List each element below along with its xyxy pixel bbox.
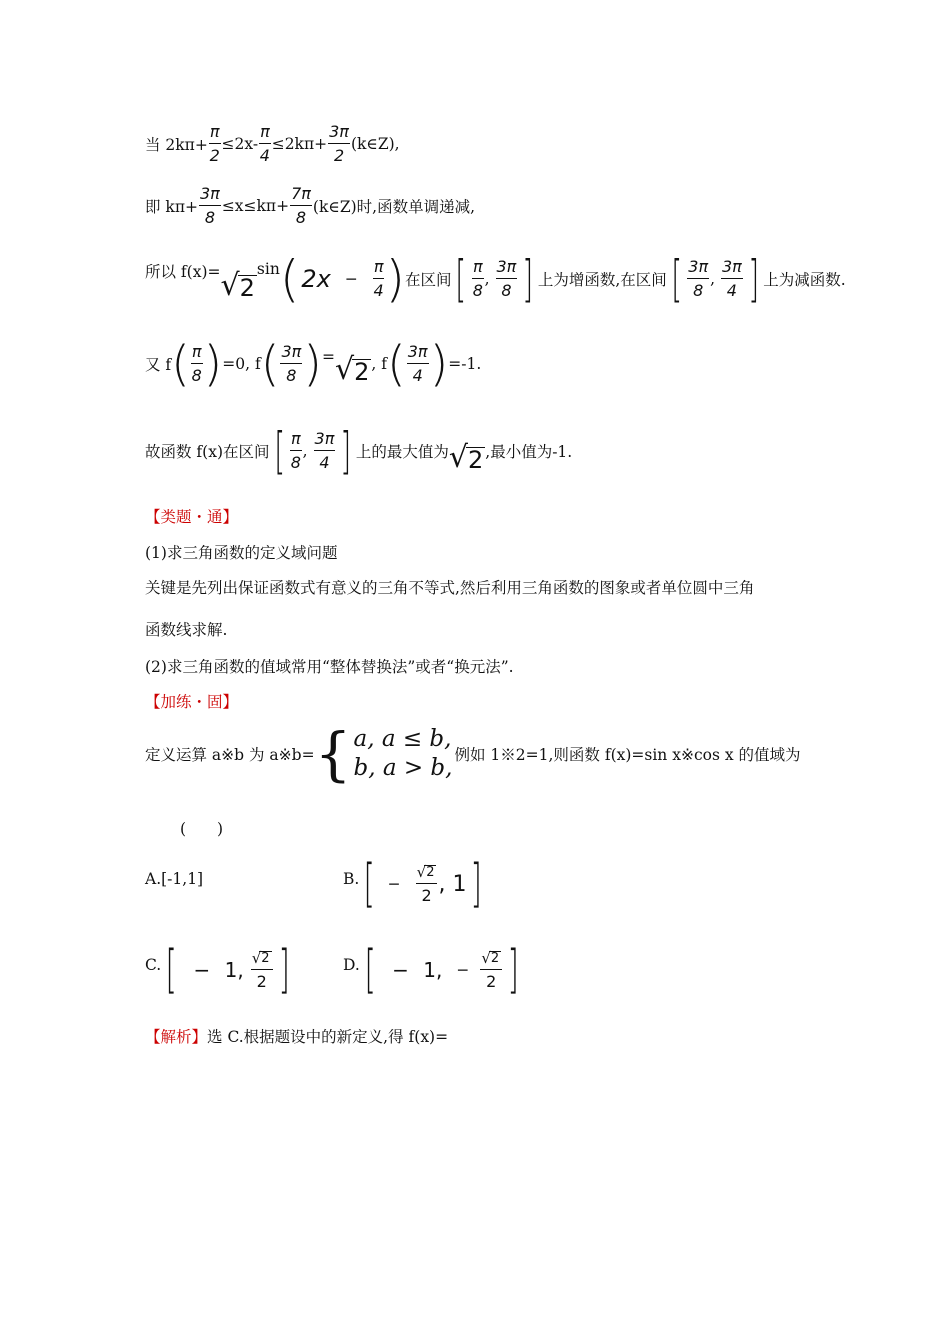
right-paren: ) [429, 336, 449, 392]
fraction [687, 259, 709, 299]
numerator: π [209, 124, 221, 144]
numerator: 3π [199, 186, 221, 206]
numerator: 3π [328, 124, 350, 144]
fraction [314, 431, 336, 471]
text: 当 2kπ+ [145, 136, 208, 154]
text: =-1. [448, 355, 482, 373]
numerator: π [259, 124, 271, 144]
fraction: √ 2 2 [416, 864, 438, 904]
denominator: 2 [256, 972, 267, 991]
right-bracket: ] [471, 854, 483, 914]
sqrt-expression: √ 2 [220, 268, 255, 303]
left-paren: ( [260, 336, 280, 392]
radicand: 2 [490, 951, 500, 967]
denominator: 8 [501, 281, 512, 300]
fraction [199, 186, 221, 226]
option-label: D. [343, 956, 360, 974]
left-bracket: [ [455, 250, 467, 308]
numerator: π [472, 259, 484, 279]
section-tag-practice: 【加练・固】 [145, 693, 239, 711]
option-text: [-1,1] [161, 870, 204, 888]
left-bracket: [ [165, 940, 177, 1000]
denominator: 4 [373, 281, 384, 300]
minus-sign: − [456, 961, 470, 979]
denominator: 4 [726, 281, 737, 300]
denominator: 2 [421, 886, 432, 905]
values-line [145, 336, 482, 392]
denominator: 8 [204, 208, 215, 227]
question-stem [145, 720, 801, 788]
minus-sign: − [387, 875, 401, 893]
left-bracket: [ [363, 854, 376, 914]
numerator: 3π [280, 344, 302, 364]
right-paren: ) [385, 250, 405, 308]
numerator: 7π [290, 186, 312, 206]
denominator: 4 [412, 366, 423, 385]
denominator: 8 [191, 366, 202, 385]
fraction [259, 124, 271, 164]
radicand: 2 [426, 865, 435, 881]
paragraph: (2)求三角函数的值域常用“整体替换法”或者“换元法”. [145, 658, 514, 676]
case-row-1: a, a ≤ b, [353, 726, 452, 753]
left-bracket: [ [364, 940, 376, 1000]
numerator: 3π [687, 259, 709, 279]
function-line: 所以 f(x)= √ 2 sin ( 2x − $\frac{\pi}{4}$ ) 在区间 [ $\frac{\pi}{8}$ , $\frac{3\pi}{8}$ ] 上为增函数,在区间 [ $\frac{3\pi}{8}$ , $\frac{3\pi}{4}$ ] 上为减函数. [145, 250, 846, 308]
right-paren: ) [203, 336, 223, 392]
piecewise-definition [314, 720, 453, 788]
sqrt-expression: √ 2 [448, 440, 484, 475]
denominator: 8 [472, 281, 483, 300]
text: 上为减函数. [763, 271, 846, 289]
section-tag-summary: 【类题・通】 [145, 508, 239, 526]
text: ≤2kπ+ [271, 135, 328, 153]
fraction: √ 2 2 [480, 950, 502, 990]
fraction [373, 259, 385, 299]
fraction [328, 124, 350, 164]
radicand: 2 [467, 445, 484, 474]
left-bracket: [ [273, 422, 285, 480]
fraction [290, 186, 312, 226]
right-bracket: ] [748, 250, 759, 308]
numerator: 3π [314, 431, 336, 451]
numerator: π [373, 259, 385, 279]
fraction: √ 2 2 [251, 950, 273, 990]
option-text: − 1, [392, 958, 443, 982]
section-tag-solution: 【解析】 [145, 1028, 208, 1046]
denominator: 8 [290, 453, 301, 472]
solution-text: 选 C.根据题设中的新定义,得 f(x)= [207, 1028, 449, 1046]
fraction [290, 431, 302, 471]
numerator: 3π [721, 259, 743, 279]
right-bracket: ] [522, 250, 534, 308]
text: 例如 1※2=1,则函数 f(x)=sin x※cos x 的值域为 [454, 746, 801, 764]
fraction [407, 344, 429, 384]
text: =0, f [222, 355, 261, 373]
right-bracket: ] [507, 940, 519, 1000]
paragraph: 关键是先列出保证函数式有意义的三角不等式,然后利用三角函数的图象或者单位圆中三角 [145, 579, 755, 597]
option-label: A. [145, 870, 162, 888]
text: 在区间 [404, 271, 452, 289]
sqrt-expression: √ 2 [335, 352, 370, 387]
numerator: π [290, 431, 302, 451]
solution-line [145, 1025, 448, 1047]
denominator: 4 [259, 146, 270, 165]
paragraph: (1)求三角函数的定义域问题 [145, 544, 338, 562]
left-bracket: [ [671, 250, 682, 308]
right-bracket: ] [278, 940, 290, 1000]
denominator: 4 [319, 453, 330, 472]
left-paren: ( [279, 250, 300, 308]
option-c [145, 940, 294, 1000]
denominator: 8 [295, 208, 307, 227]
radicand: 2 [239, 273, 255, 302]
fraction [721, 259, 743, 299]
argument: 2x [301, 265, 331, 293]
right-bracket: ] [340, 422, 352, 480]
text: 上为增函数,在区间 [537, 271, 667, 289]
numerator: 3π [407, 344, 429, 364]
text: (k∈Z), [350, 135, 400, 153]
fraction [496, 259, 518, 299]
paragraph: 函数线求解. [145, 621, 228, 639]
fraction [280, 344, 302, 384]
text: 上的最大值为 [355, 443, 449, 461]
denominator: 2 [333, 146, 345, 165]
option-label: C. [145, 956, 162, 974]
fraction [472, 259, 484, 299]
text: , f [371, 355, 388, 373]
sin-text: sin [256, 260, 280, 278]
right-paren: ) [303, 336, 323, 392]
option-b [343, 854, 487, 914]
text: 又 f [145, 356, 172, 374]
denominator: 8 [693, 281, 704, 300]
text: ≤2x- [221, 135, 259, 153]
text: 故函数 f(x)在区间 [145, 443, 270, 461]
option-label: B. [343, 870, 360, 888]
option-a [145, 870, 203, 888]
left-paren: ( [171, 336, 190, 392]
minus-sign: − [344, 270, 358, 288]
text: (k∈Z)时,函数单调递减, [312, 198, 476, 216]
denominator: 2 [209, 146, 220, 165]
option-d [343, 940, 523, 1000]
case-row-2: b, a > b, [353, 755, 453, 781]
left-paren: ( [387, 336, 406, 392]
fraction [209, 124, 221, 164]
max-min-line: 故函数 f(x)在区间 [ $\frac{\pi}{8}$ , $\frac{3\pi}{4}$ ] 上的最大值为 √ 2 ,最小值为-1. [145, 422, 573, 480]
option-text: − 1, [193, 958, 244, 982]
text: 定义运算 a※b 为 a※b= [145, 746, 315, 764]
text: ,最小值为-1. [485, 443, 573, 461]
text: 所以 f(x)= [145, 263, 221, 281]
inequality-line-2 [145, 186, 475, 226]
text: = [322, 348, 336, 366]
option-text: , 1 [438, 871, 467, 897]
numerator: 3π [496, 259, 518, 279]
radicand: 2 [261, 951, 270, 967]
text: ≤x≤kπ+ [221, 197, 290, 215]
denominator: 8 [286, 366, 297, 385]
numerator: π [191, 344, 203, 364]
answer-blank: ( ) [180, 820, 224, 838]
fraction [191, 344, 203, 384]
inequality-line-1 [145, 124, 400, 164]
text: 即 kπ+ [145, 198, 198, 216]
denominator: 2 [486, 972, 497, 991]
left-brace: { [314, 720, 352, 788]
radicand: 2 [354, 357, 370, 386]
